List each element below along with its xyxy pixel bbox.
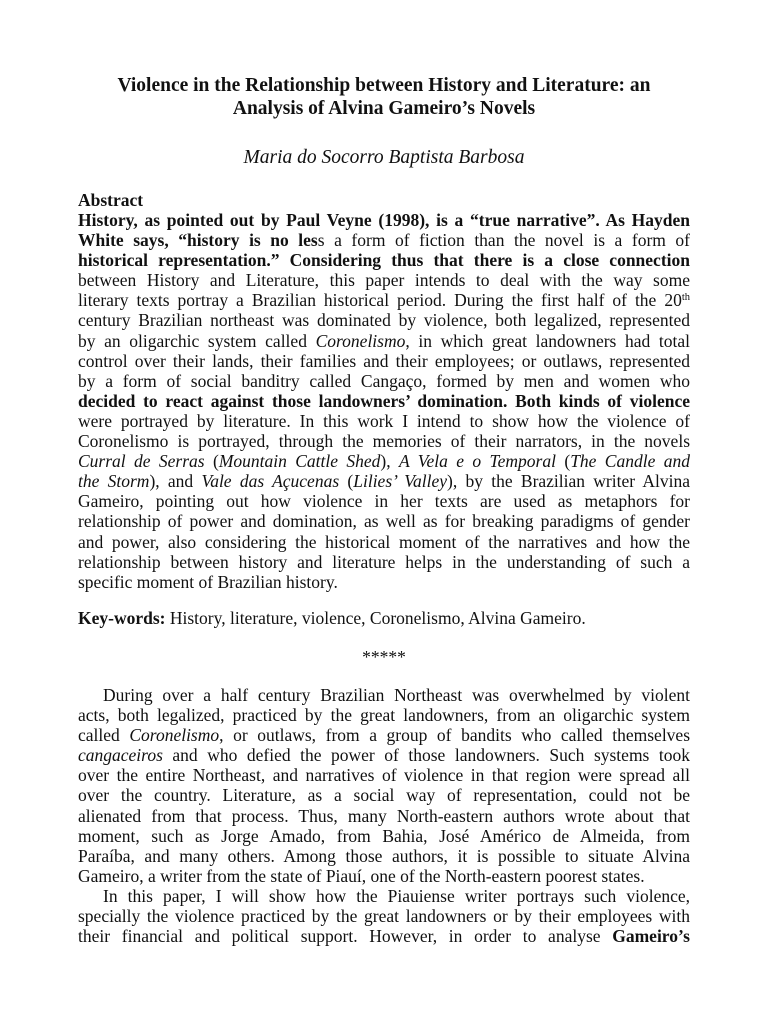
abstract-line: literary texts portray a Brazilian historical period. During the first half of the 20th [78,290,690,311]
title-line: Analysis of Alvina Gameiro’s Novels [232,98,536,119]
body-line: over the entire Northeast, and narratives of violence in that region were spread all [78,765,690,786]
abstract-line: were portrayed by literature. In this work I intend to show how the violence of [78,410,690,431]
body-line: their financial and political support. However, in order to analyse Gameiro’s [78,926,690,947]
abstract-line: and power, also considering the historical moment of the narratives and how the [78,531,690,552]
abstract-line: White says, “history is no less a form of fiction than the novel is a form of [78,230,690,251]
abstract-line: relationship between history and literature helps in the understanding of such a [78,551,690,572]
abstract-line: between History and Literature, this paper intends to deal with the way some [78,270,690,291]
abstract-line: Curral de Serras (Mountain Cattle Shed), A Vela e o Temporal (The Candle and [78,451,690,472]
abstract-line: historical representation.” Considering thus that there is a close connection [78,250,690,271]
abstract-body [78,210,690,592]
abstract-line: century Brazilian northeast was dominated by violence, both legalized, represented [78,310,690,331]
abstract-line: History, as pointed out by Paul Veyne (1998), is a “true narrative”. As Hayden [78,210,690,230]
body-line: During over a half century Brazilian Northeast was overwhelmed by violent [103,685,690,705]
abstract-line: decided to react against those landowners’ domination. Both kinds of violence [78,390,690,411]
keywords [78,607,586,629]
abstract-line: by a form of social banditry called Cangaço, formed by men and women who [78,370,690,391]
author-name: Maria do Socorro Baptista Barbosa [243,147,525,168]
body-line: alienated from that process. Thus, many North-eastern authors wrote about that [78,805,690,826]
body-line: Gameiro, a writer from the state of Piauí, one of the North-eastern poorest states. [78,865,645,886]
body-line: cangaceiros and who defied the power of those landowners. Such systems took [78,745,690,766]
paper-title [60,74,708,120]
abstract-line: the Storm), and Vale das Açucenas (Lilies’ Valley), by the Brazilian writer Alvina [78,471,690,492]
title-line: Violence in the Relationship between History and Literature: an [117,75,651,96]
body-line: over the country. Literature, as a social way of representation, could not be [78,785,690,806]
abstract-line: Gameiro, pointing out how violence in her texts are used as metaphors for [78,491,690,512]
main-body-text [78,685,690,946]
abstract-line: by an oligarchic system called Coronelismo, in which great landowners had total [78,330,690,351]
body-line: called Coronelismo, or outlaws, from a group of bandits who called themselves [78,725,691,746]
abstract-line: relationship of power and domination, as well as for breaking paradigms of gender [78,511,690,532]
body-line: specially the violence practiced by the great landowners or by their employees with [78,906,690,927]
body-line: acts, both legalized, practiced by the great landowners, from an oligarchic system [78,705,690,726]
section-separator: ***** [362,647,406,667]
body-line: moment, such as Jorge Amado, from Bahia, José Américo de Almeida, from [78,825,690,846]
abstract-line: control over their lands, their families and their employees; or outlaws, represented [78,350,690,371]
body-line: In this paper, I will show how the Piauiense writer portrays such violence, [103,885,690,906]
body-line: Paraíba, and many others. Among those authors, it is possible to situate Alvina [78,845,690,866]
abstract-line: Coronelismo is portrayed, through the memories of their narrators, in the novels [78,431,690,452]
abstract-heading: Abstract [78,190,144,210]
keywords-label: Key-words: [78,608,166,628]
abstract-line: specific moment of Brazilian history. [78,571,338,592]
keywords-text: History, literature, violence, Coronelismo, Alvina Gameiro. [165,608,586,628]
